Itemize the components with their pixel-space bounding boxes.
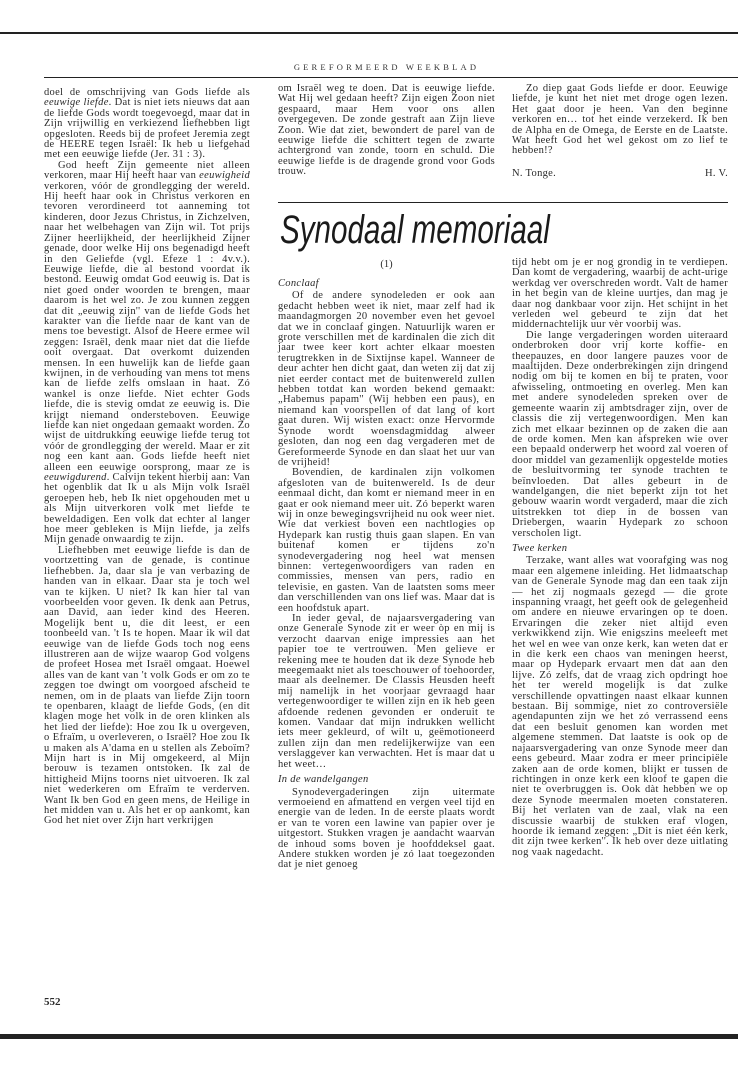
italic-text: eeuwigheid: [199, 170, 250, 182]
section-subheading: In de wandelgangen: [278, 774, 369, 786]
signature-place: N. Tonge.: [512, 167, 557, 179]
italic-text: eeuwigdurend: [44, 472, 107, 484]
signature: [512, 169, 728, 179]
text: Bovendien, de kardinalen zijn volkomen afgesloten van de buitenwereld. Is de deur eenmaal dicht, dan komt er niemand meer in en gaat er ook niemand meer uit. Zó beperkt waren wij in onze bewegingsvrijheid nu ook weer niet. Wie dat verkiest boven een nachtlogies op Hydepark kan rustig thuis gaan slapen. En van buitenaf komen er tijdens zo'n synodevergadering nog heel wat mensen binnen: vertegenwoordigers van raden en commissies, mensen van pers, radio en televisie, en gasten. Van de laatsten soms meer dan verschillenden van ons lief was. Maar dat is een hoofdstuk apart.: [278, 467, 495, 614]
paragraph: [44, 546, 250, 827]
text: Of de andere synodeleden er ook aan gedacht hebben weet ik niet, maar zelf had ik maandagmorgen 20 november even het gevoel dat we in conclaaf gingen. Natuurlijk waren er grote verschillen met de kardinalen die zich dit jaar twee keer kort achter elkaar moesten terugtrekken in de Sixtijnse kapel. Wanneer de deur achter hen dicht gaat, dan weten zij dat zij niet eerder contact met de buitenwereld zullen hebben totdat kan worden bekend gemaakt: „Habemus papam'' (Wij hebben een paus), en niemand kan voorspellen of dat lang of kort gaat duren. Wij wisten exact: onze Hervormde Synode wordt woensdagmiddag alweer gesloten, dan nog een dag vergaderen met de Gereformeerde Synode en dan slaat het uur van de vrijheid!: [278, 290, 495, 468]
text: . Calvijn tekent hierbij aan: Van het ogenblik dat Ik u als Mijn volk Israël geroepen heb, heb Ik niet opgehouden met u als Mijn uitverkoren volk met liefde te beweldadigen. Een volk dat echter al langer hoe meer gebleken is Mijn liefde, ja zelfs Mijn genade onwaardig te zijn.: [44, 472, 250, 546]
paragraph: [278, 291, 495, 468]
top-border-rule: [0, 32, 738, 34]
paragraph: [278, 614, 495, 770]
header-rule: [44, 77, 738, 78]
paragraph: [278, 788, 495, 871]
text: . Dat is niet iets nieuws dat aan de liefde Gods wordt toegevoegd, maar dat in Zijn vrijwillig en verkiezend liefhebben ligt opgesloten. Reeds bij de profeet Jeremia zegt de HEERE tegen Israël: Ik heb u liefgehad met een eeuwige liefde (Jer. 31 : 3).: [44, 97, 250, 161]
bottom-border-rule: [0, 1034, 738, 1039]
text: God heeft Zijn gemeente niet alleen verkoren, maar Hij heeft haar van: [44, 159, 250, 182]
paragraph: [512, 258, 728, 331]
article-title: Synodaal memoriaal: [280, 208, 550, 252]
text: tijd hebt om je er nog grondig in te verdiepen. Dan komt de vergadering, waarbij de acht-urige werkdag ver overschreden wordt. Valt de hamer in het begin van de kleine uurtjes, dan mag je daar nog dankbaar voor zijn. Het schijnt in het verleden wel gebeurd te zijn dat het middernachtelijk uur vèr voorbij was.: [512, 257, 728, 331]
text: Zo diep gaat Gods liefde er door. Eeuwige liefde, je kunt het niet met droge ogen lezen. Het gaat door je heen. Van den beginne verkoren en… tot het einde verzekerd. Ik ben de Alpha en de Omega, de Eerste en de Laatste. Wat heeft God het wel gekost om zo lief te hebben!?: [512, 83, 728, 157]
text: om Israël weg te doen. Dat is eeuwige liefde. Wat Hij wel gedaan heeft? Zijn eigen Zoon niet gespaard, maar Hem voor ons allen overgegeven. De zonde gestraft aan Zijn lieve Zoon. Wie dat ziet, bewondert de parel van de eeuwige liefde die schittert tegen de zwarte achtergrond van zonde, toorn en schuld. Die eeuwige liefde is de dragende grond voor Gods trouw.: [278, 83, 495, 178]
right-column-article: [512, 258, 728, 858]
paragraph: [44, 161, 250, 546]
running-header: GEREFORMEERD WEEKBLAD: [293, 62, 480, 72]
paragraph: [512, 556, 728, 858]
paragraph: [44, 88, 250, 161]
text: verkoren, vóór de grondlegging der wereld. Hij heeft haar ook in Christus verkoren en tevoren verordineerd tot aanneming tot kinderen, door Jezus Christus, in Zichzelven, naar het welbehagen van Zijn wil. Tot prijs Zijner heerlijkheid, der heerlijkheid Zijner genade, door welke Hij ons begenadigd heeft in den Geliefde (vgl. Efeze 1 : 4v.v.). Eeuwige liefde, die al bestond voordat ik bestond. Eeuwig omdat God eeuwig is. Dat is niet goed onder woorden te brengen, maar daarom is het wel zo. Je zou kunnen zeggen dat dit „eeuwig zijn'' van de liefde Gods het karakter van die liefde naar de kant van de mens toe bevestigt. Alsof de Heere ermee wil zeggen: Israël, denk maar niet dat die liefde ooit overgaat. Dat overkomt duizenden mensen. In een huwelijk kan de liefde gaan kwijnen, in de verhouding van mens tot mens kan de liefde zelfs omslaan in haat. Zó wankel is onze liefde. Niet echter Gods liefde, die is stevig omdat ze eeuwig is. Die krijgt niemand ondersteboven. Eeuwige liefde kan niet ongedaan gemaakt worden. Zo wijst de uitdrukking eeuwige liefde terug tot vóór de grondlegging der wereld. Maar er zit nog een kant aan. Gods liefde heeft niet alleen een eeuwige oorsprong, maar ze is: [44, 180, 250, 473]
text: doel de omschrijving van Gods liefde als: [44, 87, 250, 98]
paragraph: [278, 84, 495, 178]
text: Synodevergaderingen zijn uitermate vermoeiend en afmattend en vergen veel tijd en energie van de leden. In de eerste plaats wordt er van te voren een lawine van papier over je uitgestort. Stukken vragen je aandacht waarvan de inhoud soms boven je hoofddeksel gaat. Andere stukken worden je zó laat toegezonden dat je niet genoeg: [278, 786, 495, 871]
article-part-number: (1): [380, 259, 393, 270]
section-subheading: Conclaaf: [278, 278, 319, 289]
right-column-top: [512, 84, 728, 179]
text: In ieder geval, de najaarsvergadering van onze Generale Synode zit er weer òp en mij is verzocht daarvan enige impressies aan het papier toe te vertrouwen. Men gelieve er rekening mee te houden dat ik deze Synode heb meegemaakt niet als toeschouwer of toehoorder, maar als deelnemer. De Classis Heusden heeft mij namelijk in het voorjaar gevraagd haar vertegenwoordiger te willen zijn en ik heb geen afdoende redenen gevonden er onderuit te komen. Vandaar dat mijn indrukken wellicht iets meer gekleurd, of wilt u, geëmotioneerd zullen zijn dan men redelijkerwijze van een verslaggever kan verwachten. Het is maar dat u het weet…: [278, 613, 495, 770]
signature-initials: H. V.: [705, 167, 728, 179]
middle-column-article: [278, 274, 495, 871]
text: Die lange vergaderingen worden uiteraard onderbroken door vrij korte koffie- en theepauzes, en door langere pauzes voor de maaltijden. Deze onderbrekingen zijn dringend nodig om bij te komen en bij te praten, voor afwisseling, ontmoeting en overleg. Men kan met andere synodeleden spreken over de gemeente waarin zij ambtsdrager zijn, over de classis die zij vertegenwoordigen. Men kan zich met elkaar bezinnen op de zaken die aan de orde komen. Men kan afspreken wie over een bepaald onderwerp het woord zal voeren of door middel van gezamenlijk opgestelde moties de besluitvorming ter synode trachten te beïnvloeden. Dat alles gebeurt in de wandelgangen, die niet beperkt zijn tot het gebouw waarin wordt vergaderd, maar die zich uitstrekken tot diep in de bossen van Driebergen, waarin Hydepark zo schoon verscholen ligt.: [512, 329, 728, 539]
page-number: 552: [44, 996, 61, 1008]
text: Liefhebben met eeuwige liefde is dan de voortzetting van de genade, is continue liefhebben. Ja, daar sla je van verbazing de handen van in elkaar. Daar sta je toch wel van te kijken. U niet? Ik kan hier tal van voorbeelden voor geven. Ik denk aan Petrus, aan David, aan ieder kind des Heeren. Mogelijk bent u, die dit leest, er een toonbeeld van. 't Is te hopen. Maar ik wil dat eeuwige van de liefde Gods toch nog eens illustreren aan de wijze waarop God volgens de profeet Hosea met Israël omgaat. Hoewel alles van de kant van 't volk Gods er om zo te zeggen toe dwingt om voorgoed afscheid te nemen, om in de plaats van liefde Zijn toorn te openbaren, klaagt de liefde Gods, (en dit klagen moge het volk in de oren klinken als het lied der liefde): Hoe zou Ik u overgeven, o Efraïm, u overleveren, o Israël? Hoe zou Ik u maken als A'dama en u stellen als Zeboïm? Mijn hart is in Mij omgekeerd, al Mijn berouw is tezamen ontstoken. Ik zal de hittigheid Mijns toorns niet uitvoeren. Ik zal niet wederkeren om Efraïm te verderven. Want Ik ben God en geen mens, de Heilige in het midden van u. Als het er op aankomt, kan God het niet over Zijn hart verkrijgen: [44, 544, 250, 827]
italic-text: eeuwige liefde: [44, 97, 109, 109]
paragraph: [278, 468, 495, 614]
paragraph: [512, 331, 728, 539]
article-top-rule: [278, 202, 728, 203]
paragraph: [512, 84, 728, 157]
section-subheading: Twee kerken: [512, 542, 568, 554]
middle-column-top: [278, 84, 495, 178]
left-column: [44, 88, 250, 827]
text: Terzake, want alles wat voorafging was nog maar een algemene inleiding. Het lidmaatschap van de Generale Synode mag dan een taak zijn — het zij nogmaals gezegd — die grote inspanning vraagt, het geeft ook de gelegenheid om andere en nieuwe ervaringen op te doen. Ervaringen die zeker niet altijd even verkwikkend zijn. Wie enigszins meeleeft met het wel en wee van onze kerk, kan weten dat er in die kerk een chaos van meningen heerst, maar op Hydepark ervaart men dat aan den lijve. Zó zelfs, dat de vraag zich opdringt hoe het ter wereld mogelijk is dat zulke verschillende opvattingen naast elkaar kunnen bestaan. Bij sommige, niet zo controversiële agendapunten zijn we het zó verrassend eens dat een besluit genomen kan worden met algemene stemmen. Dat laatste is ook op de najaarsvergadering van onze Synode meer dan eens gebeurd. Maar zodra er meer principiële zaken aan de orde komen, blijkt er tussen de richtingen in onze kerk een kloof te gapen die niet te overbruggen is. Ook dàt hebben we op deze Synode meermalen moeten constateren. Bij het verlaten van de zaal, vlak na een discussie waarbij de stukken eraf vlogen, hoorde ik iemand zeggen: „Dit is niet één kerk, dit zijn twee kerken''. Ik heb over deze uitlating nog vaak nagedacht.: [512, 555, 728, 858]
